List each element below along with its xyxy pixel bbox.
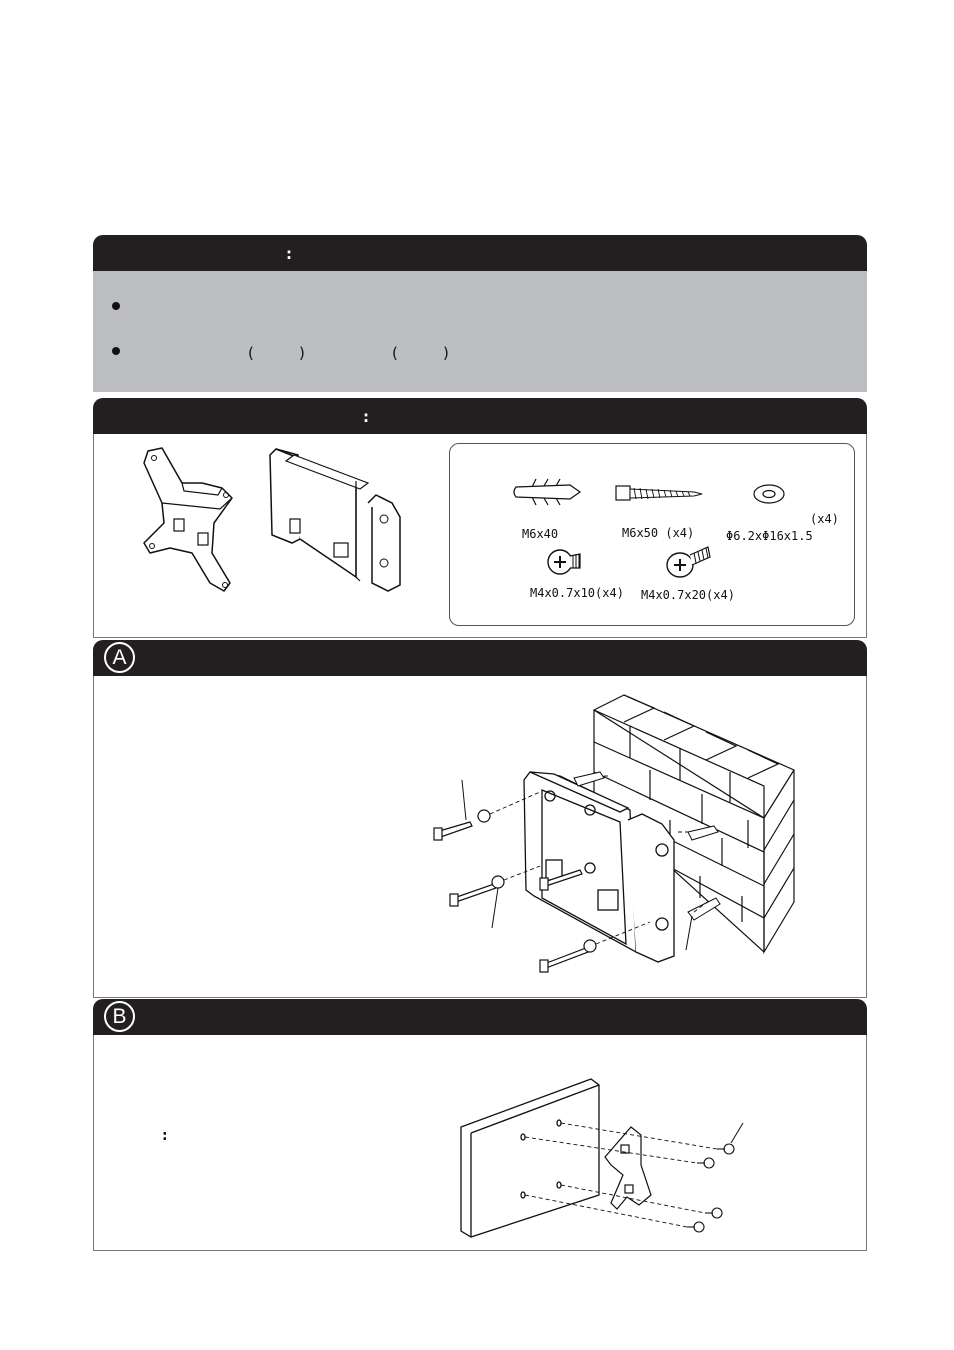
- screws-exploded: [687, 1144, 734, 1232]
- wall-anchor-icon: [512, 477, 584, 507]
- contents-header-colon: :: [363, 408, 369, 426]
- paren-close-1: ): [299, 344, 305, 362]
- lag-bolt-icon: [616, 484, 702, 504]
- washer-label: Φ6.2xΦ16x1.5: [726, 529, 813, 543]
- step-b-badge: B: [104, 1001, 135, 1032]
- vesa-plate-exploded: [605, 1127, 651, 1209]
- specs-notes-band: [93, 271, 867, 392]
- specs-header-bar: [93, 235, 867, 271]
- step-b-header-bar: [93, 999, 867, 1035]
- paren-close-2: ): [443, 344, 449, 362]
- bullet-2: [112, 347, 120, 355]
- bullet-1: [112, 302, 120, 310]
- specs-header-colon: :: [286, 245, 292, 263]
- monitor-mount-diagram: [455, 1075, 755, 1245]
- step-b-colon: :: [162, 1128, 168, 1144]
- contents-header-bar: [93, 398, 867, 434]
- vesa-plate-illustration: [140, 443, 240, 593]
- paren-open-1: (: [248, 344, 254, 362]
- bracket-on-wall: [524, 772, 674, 962]
- wall-bracket-illustration: [268, 447, 408, 592]
- step-a-header-bar: [93, 640, 867, 676]
- screw-short-label: M4x0.7x10(x4): [530, 586, 624, 600]
- washer-icon: [752, 483, 786, 505]
- step-a-badge: A: [104, 642, 135, 673]
- screw-short-icon: [546, 548, 582, 578]
- lag-bolt-label: M6x50 (x4): [622, 526, 695, 540]
- paren-open-2: (: [392, 344, 398, 362]
- wall-mount-diagram: [430, 690, 800, 980]
- screw-callout-leader: [731, 1123, 743, 1143]
- monitor-back-illustration: [461, 1079, 599, 1237]
- screw-long-label: M4x0.7x20(x4): [641, 588, 735, 602]
- anchor-label: M6x40: [522, 527, 559, 541]
- screw-long-icon: [664, 543, 712, 579]
- washer-qty: (x4): [810, 512, 839, 526]
